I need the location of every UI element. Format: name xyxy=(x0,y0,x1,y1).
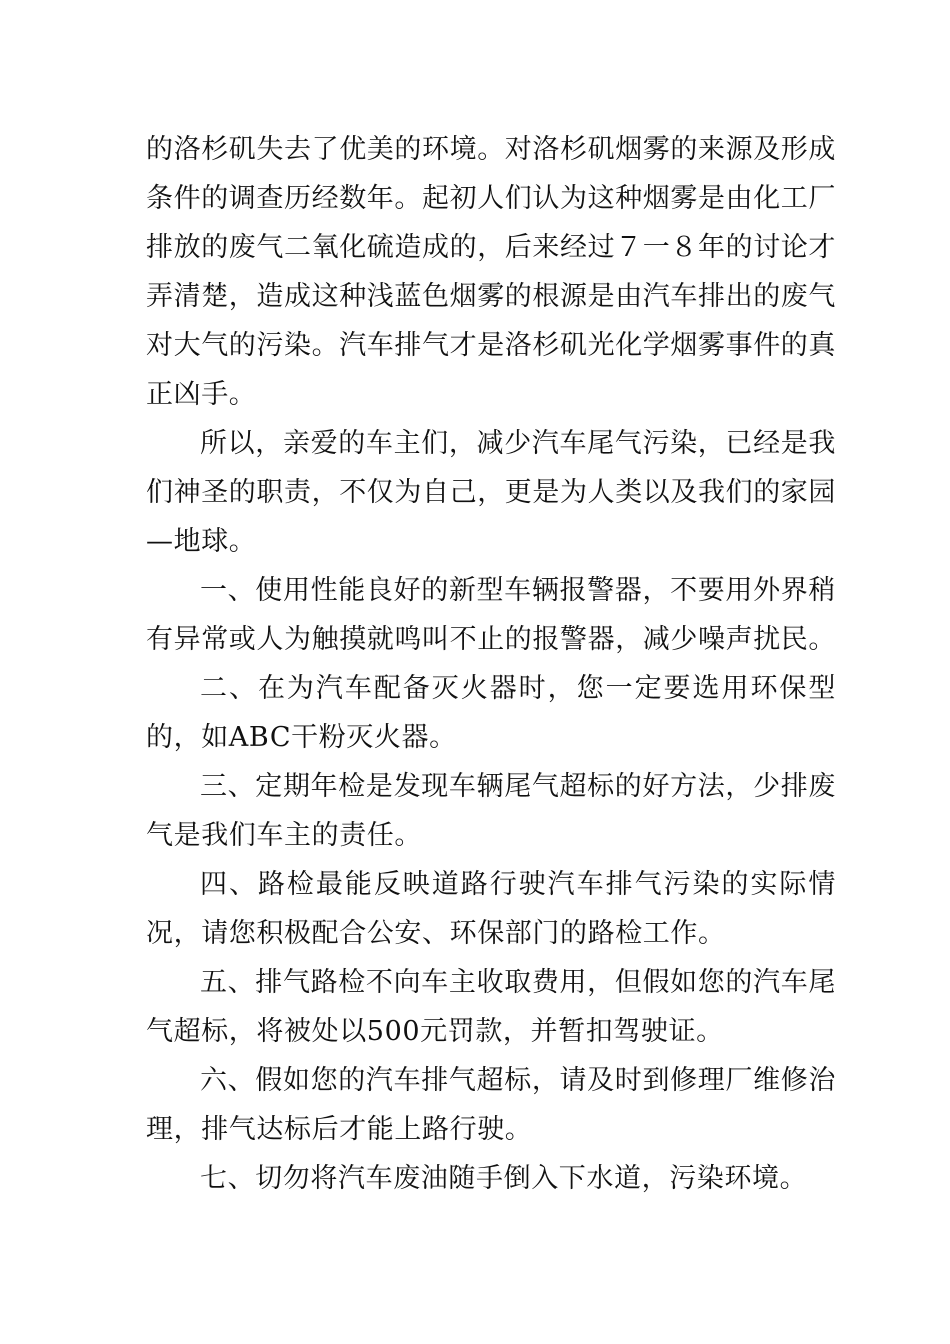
paragraph-item-2: 二、在为汽车配备灭火器时，您一定要选用环保型的，如ABC干粉灭火器。 xyxy=(146,673,836,753)
paragraph-intro: 所以，亲爱的车主们，减少汽车尾气污染，已经是我们神圣的职责，不仅为自己，更是为人类以及我们的家园—地球。 xyxy=(146,428,836,557)
paragraph-continuation: 的洛杉矶失去了优美的环境。对洛杉矶烟雾的来源及形成条件的调查历经数年。起初人们认为这种烟雾是由化工厂排放的废气二氧化硫造成的，后来经过７一８年的讨论才弄清楚，造成这种浅蓝色烟雾的根源是由汽车排出的废气对大气的污染。汽车排气才是洛杉矶光化学烟雾事件的真正凶手。 xyxy=(146,134,836,410)
document-page xyxy=(146,125,836,1203)
paragraph-item-1: 一、使用性能良好的新型车辆报警器，不要用外界稍有异常或人为触摸就鸣叫不止的报警器，减少噪声扰民。 xyxy=(146,575,836,655)
paragraph-item-4: 四、路检最能反映道路行驶汽车排气污染的实际情况，请您积极配合公安、环保部门的路检工作。 xyxy=(146,869,836,949)
paragraph-item-3: 三、定期年检是发现车辆尾气超标的好方法，少排废气是我们车主的责任。 xyxy=(146,771,836,851)
paragraph-item-6: 六、假如您的汽车排气超标，请及时到修理厂维修治理，排气达标后才能上路行驶。 xyxy=(146,1065,836,1145)
paragraph-item-5: 五、排气路检不向车主收取费用，但假如您的汽车尾气超标，将被处以500元罚款，并暂扣驾驶证。 xyxy=(146,967,836,1047)
paragraph-item-7: 七、切勿将汽车废油随手倒入下水道，污染环境。 xyxy=(200,1163,808,1194)
